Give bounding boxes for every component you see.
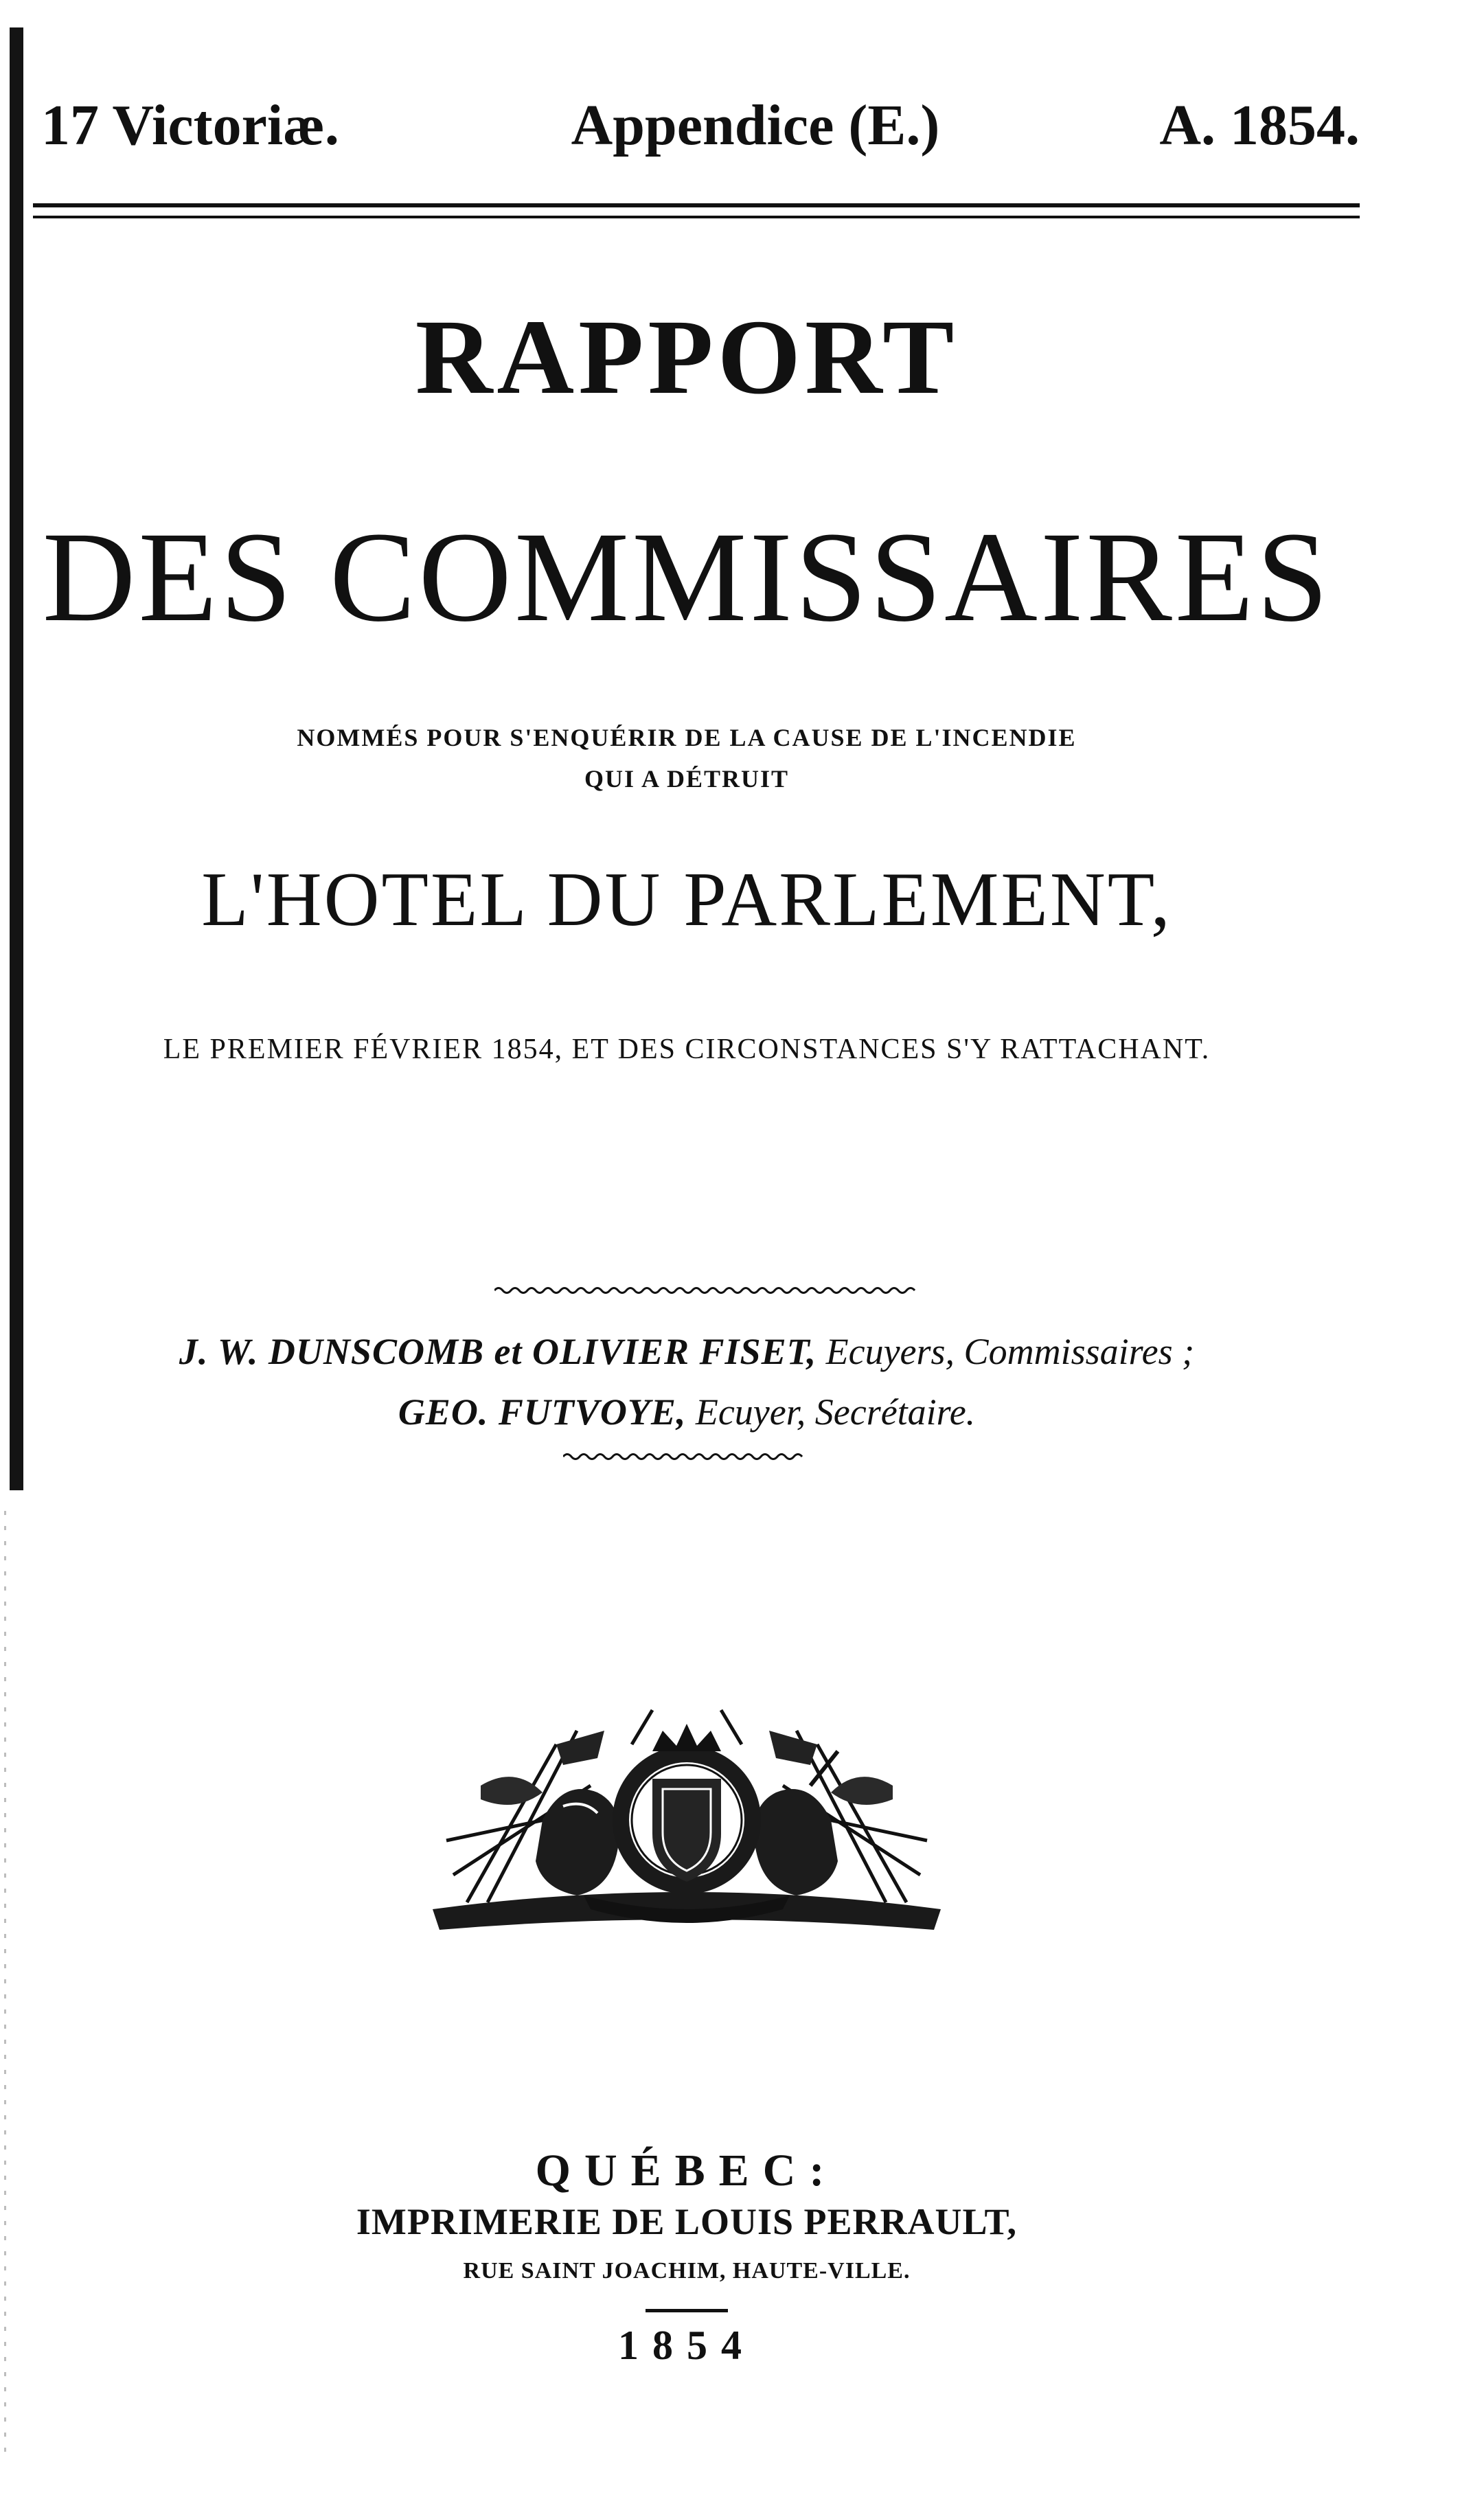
subtitle-destroyed: QUI A DÉTRUIT [584, 765, 790, 793]
running-head [41, 88, 1360, 163]
title-parliament: L'HOTEL DU PARLEMENT, [201, 857, 1172, 942]
running-head-regnal-year: 17 Victoriæ. [41, 93, 339, 157]
commissioners-titles: Ecuyers, Commissaires ; [825, 1331, 1195, 1372]
wavy-rule-lower [563, 1452, 810, 1461]
imprint-year: 1854 [618, 2323, 755, 2368]
running-head-appendix: Appendice (E.) [571, 93, 940, 157]
secretary-name: GEO. FUTVOYE, [398, 1391, 687, 1433]
imprint-street: RUE SAINT JOACHIM, HAUTE-VILLE. [463, 2258, 911, 2283]
subtitle-inquiry: NOMMÉS POUR S'ENQUÉRIR DE LA CAUSE DE L'INCENDIE [297, 724, 1077, 751]
running-head-year: A. 1854. [1159, 93, 1360, 157]
wavy-rule-upper [494, 1286, 920, 1295]
binding-edge [10, 27, 23, 1490]
title-rapport: RAPPORT [415, 297, 959, 416]
royal-arms-emblem-icon [426, 1703, 948, 1937]
subtitle-date: LE PREMIER FÉVRIER 1854, ET DES CIRCONSTANCES S'Y RATTACHANT. [163, 1034, 1211, 1065]
double-rule-divider [33, 203, 1360, 218]
imprint-printer: IMPRIMERIE DE LOUIS PERRAULT, [356, 2201, 1018, 2242]
commissioners-line [0, 1325, 1373, 1378]
commissioners-names: J. W. DUNSCOMB et OLIVIER FISET, [179, 1331, 817, 1372]
title-commissaires: DES COMMISSAIRES [42, 505, 1332, 648]
secretary-line [0, 1386, 1373, 1438]
short-rule-divider [646, 2309, 728, 2312]
secretary-title: Ecuyer, Secrétaire. [695, 1391, 976, 1433]
imprint-place: QUÉBEC: [535, 2145, 838, 2196]
